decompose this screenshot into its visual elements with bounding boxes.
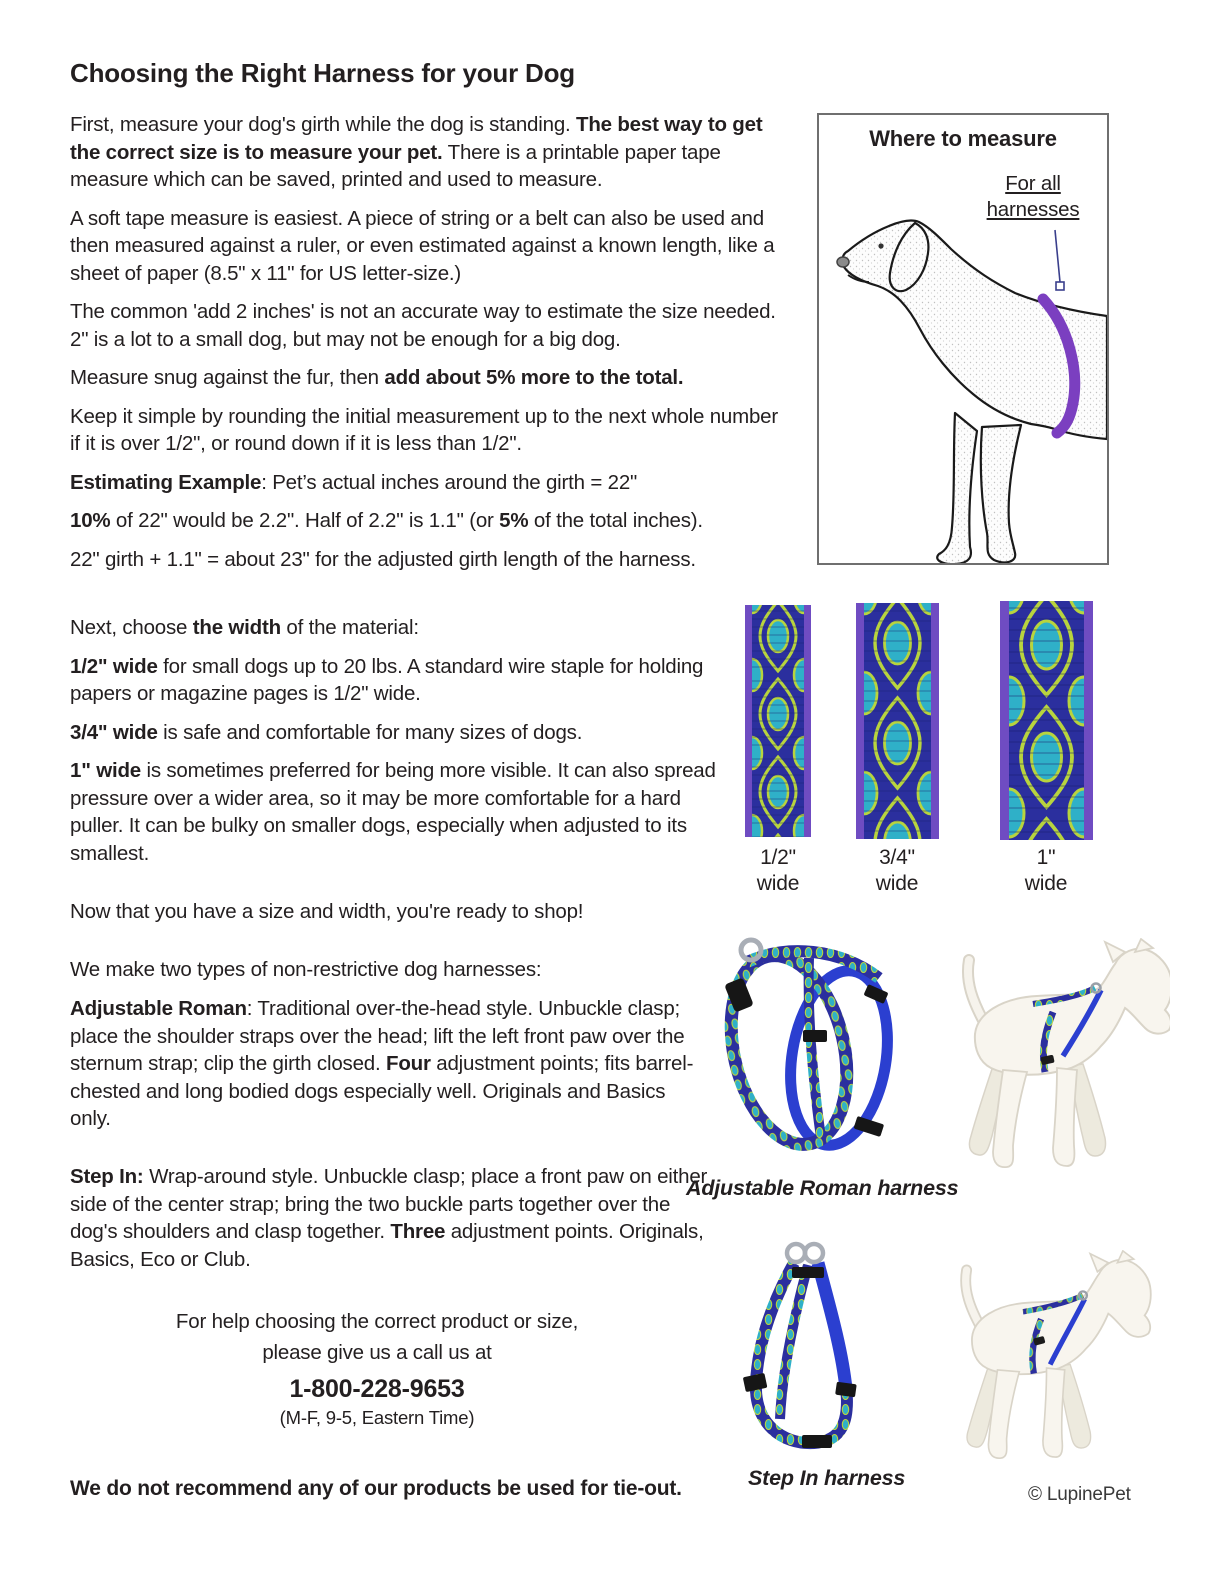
where-to-measure-box <box>817 113 1109 565</box>
label-size: 1/2" <box>760 846 796 869</box>
paragraph-width-lead <box>70 614 718 642</box>
label-word: wide <box>756 872 800 895</box>
paragraph-ready-to-shop: Now that you have a size and width, you're ready to shop! <box>70 900 584 923</box>
text-run-bold: 5% <box>499 509 529 532</box>
leader-line <box>1055 230 1060 282</box>
paragraph-one-inch <box>70 757 718 867</box>
intro-text-column <box>70 111 778 584</box>
text-run-bold: Four <box>386 1052 431 1075</box>
text-run-bold: add about 5% more to the total. <box>384 366 684 389</box>
copyright-lupinepet: © LupinePet <box>1028 1484 1131 1505</box>
marker-square <box>1056 282 1064 290</box>
text-run: First, measure your dog's girth while the dog is standing. <box>70 113 577 136</box>
measure-box-title: Where to measure <box>869 126 1057 151</box>
strap-slider <box>835 1382 857 1398</box>
paragraph-ten-percent <box>70 507 778 535</box>
mannequin-far-legs <box>969 1064 1105 1156</box>
mannequin-far-legs <box>967 1364 1091 1448</box>
phone-number: 1-800-228-9653 <box>289 1375 465 1403</box>
label-one-inch-wide <box>991 845 1101 897</box>
harness-right-strap <box>818 1263 846 1389</box>
harness-bottom-loop <box>756 1383 847 1443</box>
dog-front-leg-far <box>981 425 1021 562</box>
note-line-2: harnesses <box>986 198 1080 221</box>
text-run: for small dogs up to 20 lbs. A standard wire staple for holding papers or magazine pages is 1/2" wide. <box>70 654 704 705</box>
paragraph-half-inch <box>70 653 718 708</box>
text-run: of 22" would be 2.2". Half of 2.2" is 1.1" (or <box>110 509 500 532</box>
webbing-swatch-half-inch <box>745 605 811 837</box>
text-run-bold: Three <box>390 1220 446 1243</box>
text-run: : Pet’s actual inches around the girth = 22" <box>261 470 638 494</box>
for-all-harnesses-note <box>973 171 1093 223</box>
paragraph-rounding: Keep it simple by rounding the initial measurement up to the next whole number if it is over 1/2", or round down if it is less than 1/2". <box>70 404 779 455</box>
phone-hours: (M-F, 9-5, Eastern Time) <box>279 1407 475 1428</box>
dog-front-leg-near <box>937 413 977 563</box>
label-size: 1" <box>1036 846 1056 869</box>
help-line-2: please give us a call us at <box>262 1341 492 1364</box>
paragraph-estimating-example <box>70 469 778 497</box>
label-half-inch-wide <box>723 845 833 897</box>
text-run: adjustment points; fits barrel-chested and long bodied dogs especially well. Originals and Basics only. <box>70 1052 694 1130</box>
webbing-swatch-one-inch <box>1000 601 1093 840</box>
webbing-swatch-three-quarter-inch <box>856 603 939 839</box>
roman-harness-caption: Adjustable Roman harness <box>686 1176 959 1200</box>
text-run-bold: 1/2" wide <box>70 654 158 678</box>
text-run: Wrap-around style. Unbuckle clasp; place a front paw on either side of the center strap; bring the two buckle parts together over the dog's shoulders and clasp together. <box>70 1165 708 1243</box>
strap-slider <box>802 1435 832 1448</box>
strap-slider <box>803 1030 827 1042</box>
text-run: is safe and comfortable for many sizes of dogs. <box>157 720 583 744</box>
label-size: 3/4" <box>879 846 915 869</box>
stepin-mannequin-dog-photo <box>935 1250 1159 1473</box>
adjustable-roman-harness-photo <box>715 930 913 1170</box>
stepin-harness-caption: Step In harness <box>748 1466 906 1490</box>
o-ring-icon <box>787 1244 805 1262</box>
paragraph-three-quarter-inch <box>70 719 718 747</box>
text-run: adjustment points. Originals, Basics, Eco or Club. <box>70 1220 704 1271</box>
paragraph-two-types: We make two types of non-restrictive dog harnesses: <box>70 958 542 981</box>
page-title: Choosing the Right Harness for your Dog <box>70 58 575 88</box>
label-word: wide <box>1024 872 1068 895</box>
text-run-bold: Estimating Example <box>70 470 262 494</box>
text-run-bold: 1" wide <box>70 759 141 782</box>
mannequin-body <box>975 949 1170 1075</box>
text-run: is sometimes preferred for being more visible. It can also spread pressure over a wider area, so it may be more comfortable for a hard puller. It can be bulky on smaller dogs, especially when adjusted to its smallest. <box>70 759 716 865</box>
text-run: : Traditional over-the-head style. Unbuckle clasp; place the shoulder straps over the head; lift the left front paw over the sternum strap; clip the girth closed. <box>70 997 685 1075</box>
text-run-bold: 3/4" wide <box>70 720 158 744</box>
text-run-bold: Adjustable Roman <box>70 997 247 1020</box>
text-run-bold: The best way to get the correct size is to measure your pet. <box>70 113 763 164</box>
text-run: There is a printable paper tape measure which can be saved, printed and used to measure. <box>70 140 721 191</box>
strap-slider <box>743 1373 768 1392</box>
step-in-harness-photo <box>730 1237 888 1467</box>
paragraph-adjusted-girth: 22" girth + 1.1" = about 23" for the adjusted girth length of the harness. <box>70 547 696 571</box>
paragraph-step-in <box>70 1163 718 1273</box>
text-run: Next, choose <box>70 616 193 639</box>
width-text-column <box>70 614 718 878</box>
buckle-clasp <box>792 1267 824 1278</box>
mannequin-near-legs <box>993 1068 1077 1167</box>
paragraph-measure-first <box>70 111 778 194</box>
dog-eye <box>878 243 883 248</box>
text-run-bold: the width <box>192 616 281 639</box>
text-run: Measure snug against the fur, then <box>70 366 385 389</box>
o-ring-icon <box>805 1244 823 1262</box>
text-run-bold: Step In: <box>70 1165 144 1188</box>
paragraph-measure-snug <box>70 364 778 392</box>
tie-out-warning: We do not recommend any of our products be used for tie-out. <box>70 1477 682 1500</box>
paragraph-adjustable-roman <box>70 995 710 1133</box>
mannequin-body <box>972 1260 1151 1374</box>
dog-nose <box>837 257 849 267</box>
note-line-1: For all <box>1005 172 1061 195</box>
mannequin-near-legs <box>988 1368 1064 1458</box>
paragraph-add-2-inches: The common 'add 2 inches' is not an accurate way to estimate the size needed. 2" is a lot to a small dog, but may not be enough for a big dog. <box>70 300 776 351</box>
text-run: of the material: <box>280 616 419 639</box>
text-run: of the total inches). <box>528 509 703 532</box>
label-word: wide <box>875 872 919 895</box>
label-three-quarter-inch-wide <box>842 845 952 897</box>
roman-mannequin-dog-photo <box>945 938 1170 1183</box>
paragraph-soft-tape: A soft tape measure is easiest. A piece of string or a belt can also be used and then measured against a ruler, or even estimated against a known length, like a sheet of paper (8.5" x 11" for US letter-size.) <box>70 206 775 285</box>
help-contact-block <box>70 1306 684 1429</box>
text-run-bold: 10% <box>70 509 111 532</box>
help-line-1: For help choosing the correct product or size, <box>175 1310 579 1333</box>
